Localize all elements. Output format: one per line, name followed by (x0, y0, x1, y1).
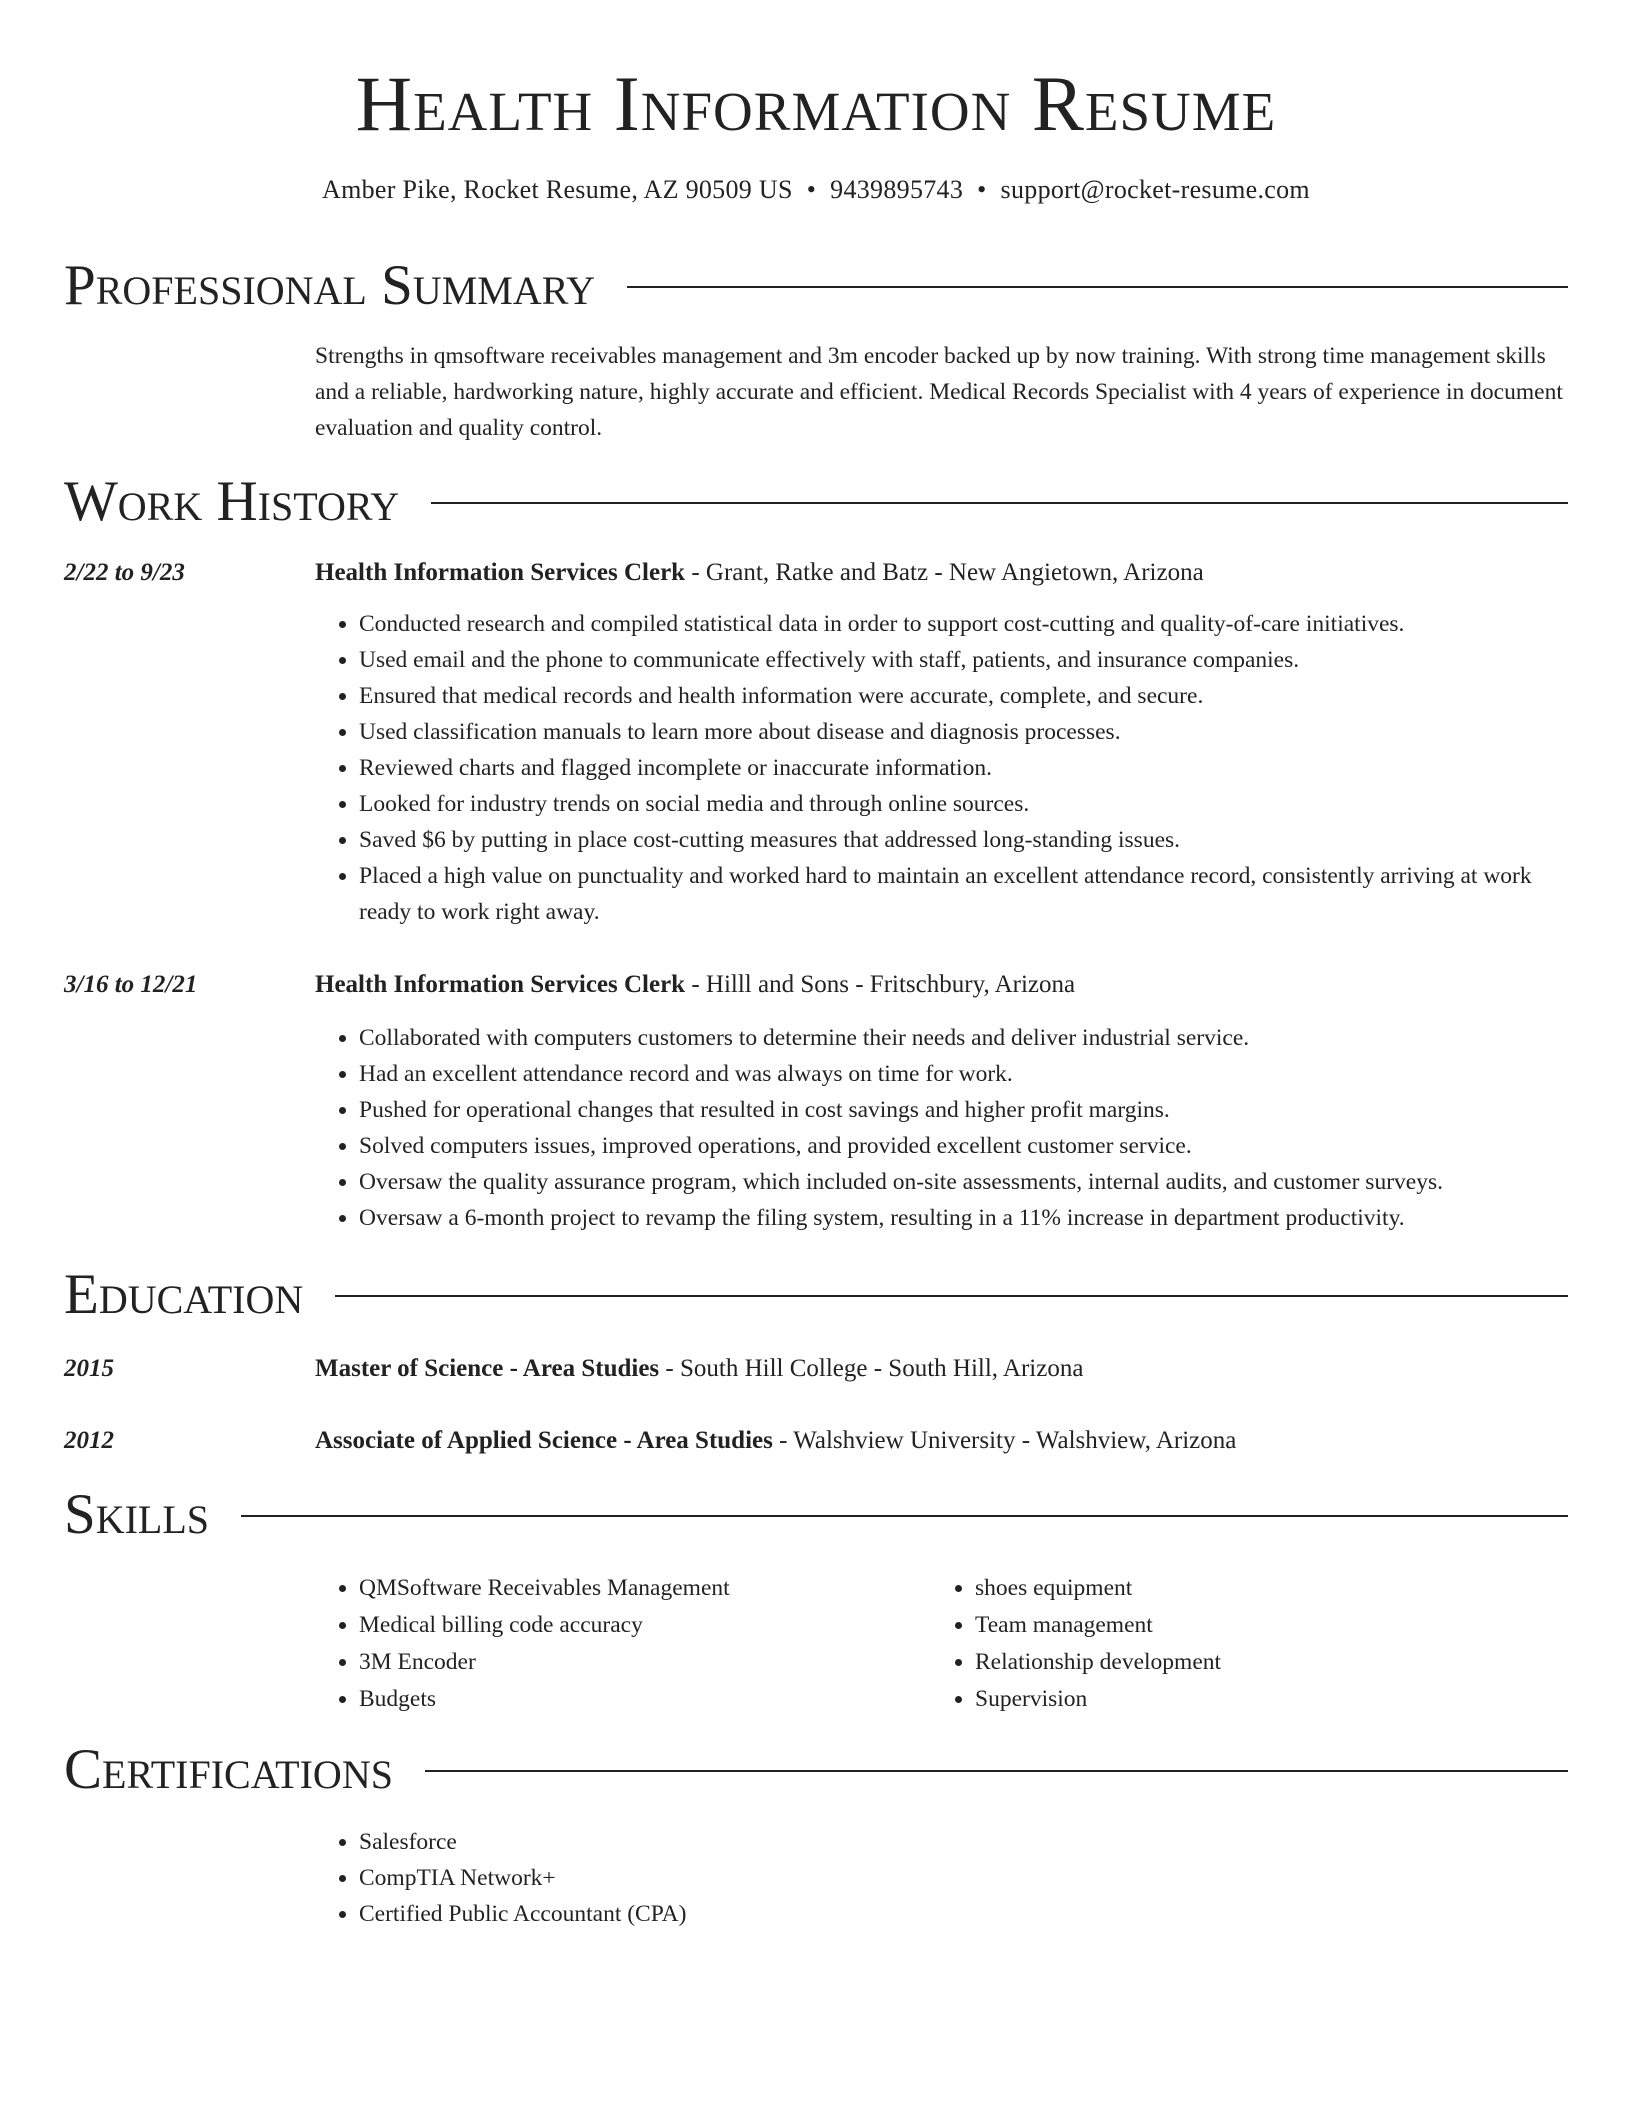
skill-item: • 3M Encoder (359, 1644, 915, 1681)
list-item: • Solved computers issues, improved operations, and provided excellent customer service. (359, 1128, 1568, 1164)
list-item: • Oversaw the quality assurance program, which included on-site assessments, internal audits, and customer surveys. (359, 1164, 1568, 1200)
section-divider (431, 502, 1568, 504)
list-item: • Saved $6 by putting in place cost-cutting measures that addressed long-standing issues. (359, 822, 1568, 858)
contact-email[interactable]: support@rocket-resume.com (1000, 175, 1310, 204)
skill-item: • QMSoftware Receivables Management (359, 1570, 915, 1607)
resume-title: Health Information Resume (355, 60, 1277, 147)
education-line (315, 1352, 1568, 1386)
skills-list-right (931, 1570, 1551, 1718)
job-employer-location: - Hilll and Sons - Fritschbury, Arizona (685, 971, 1076, 998)
list-item: • Collaborated with computers customers to determine their needs and deliver industrial service. (359, 1020, 1568, 1056)
education-year: 2015 (64, 1355, 114, 1382)
skill-item: • Supervision (975, 1681, 1551, 1718)
work-dates: 2/22 to 9/23 (64, 559, 185, 586)
certifications-section-header (64, 1740, 1568, 1800)
list-item: • Had an excellent attendance record and was always on time for work. (359, 1056, 1568, 1092)
skill-item: • Relationship development (975, 1644, 1551, 1681)
contact-separator: • (977, 175, 987, 204)
list-item: • Placed a high value on punctuality and worked hard to maintain an excellent attendance record, consistently arriving at work ready to work right away. (359, 858, 1568, 930)
summary-section-header (64, 256, 1568, 316)
skill-item: • shoes equipment (975, 1570, 1551, 1607)
contact-address: Amber Pike, Rocket Resume, AZ 90509 US (322, 175, 793, 204)
work-bullets (315, 606, 1568, 930)
contact-separator: • (806, 175, 817, 204)
skills-section-header (64, 1485, 1568, 1545)
work-section-header (64, 472, 1568, 532)
school-location: - Walshview University - Walshview, Arizona (772, 1427, 1237, 1454)
section-divider (241, 1515, 1568, 1517)
job-title: Health Information Services Clerk (315, 971, 686, 998)
work-heading-line (315, 556, 1568, 590)
section-divider (627, 286, 1568, 288)
certification-item: • Certified Public Accountant (CPA) (359, 1896, 1515, 1932)
education-section-header (64, 1265, 1568, 1325)
job-employer-location: - Grant, Ratke and Batz - New Angietown, Arizona (685, 559, 1204, 586)
work-heading: Work History (64, 470, 400, 533)
education-year: 2012 (64, 1427, 114, 1454)
skills-heading: Skills (64, 1483, 210, 1546)
list-item: • Conducted research and compiled statistical data in order to support cost-cutting and quality-of-care initiatives. (359, 606, 1568, 642)
list-item: • Ensured that medical records and health information were accurate, complete, and secure. (359, 678, 1568, 714)
contact-line (0, 174, 1632, 206)
work-dates: 3/16 to 12/21 (64, 971, 198, 998)
section-divider (335, 1295, 1568, 1297)
section-divider (425, 1770, 1568, 1772)
list-item: • Used classification manuals to learn more about disease and diagnosis processes. (359, 714, 1568, 750)
job-title: Health Information Services Clerk (315, 559, 686, 586)
work-bullets (315, 1020, 1568, 1236)
degree: Master of Science - Area Studies (315, 1355, 660, 1382)
contact-phone: 9439895743 (830, 175, 964, 204)
list-item: • Oversaw a 6-month project to revamp the filing system, resulting in a 11% increase in department productivity. (359, 1200, 1568, 1236)
summary-heading: Professional Summary (64, 254, 596, 317)
list-item: • Used email and the phone to communicate effectively with staff, patients, and insurance companies. (359, 642, 1568, 678)
list-item: • Looked for industry trends on social media and through online sources. (359, 786, 1568, 822)
skill-item: • Budgets (359, 1681, 915, 1718)
education-heading: Education (64, 1263, 304, 1326)
certifications-heading: Certifications (64, 1738, 393, 1801)
skill-item: • Medical billing code accuracy (359, 1607, 915, 1644)
summary-text: Strengths in qmsoftware receivables management and 3m encoder backed up by now training. With strong time management skills and a reliable, hardworking nature, highly accurate and efficient. Medical Records Specialist with 4 years of experience in document evaluation and quality control. (315, 343, 1563, 441)
certification-item: • Salesforce (359, 1824, 1515, 1860)
skills-list-left (315, 1570, 915, 1718)
certification-item: • CompTIA Network+ (359, 1860, 1515, 1896)
school-location: - South Hill College - South Hill, Arizona (659, 1355, 1084, 1382)
certifications-list (315, 1824, 1515, 1932)
list-item: • Pushed for operational changes that resulted in cost savings and higher profit margins. (359, 1092, 1568, 1128)
skill-item: • Team management (975, 1607, 1551, 1644)
degree: Associate of Applied Science - Area Studies (315, 1427, 773, 1454)
list-item: • Reviewed charts and flagged incomplete or inaccurate information. (359, 750, 1568, 786)
education-line (315, 1424, 1568, 1458)
work-heading-line (315, 968, 1568, 1002)
